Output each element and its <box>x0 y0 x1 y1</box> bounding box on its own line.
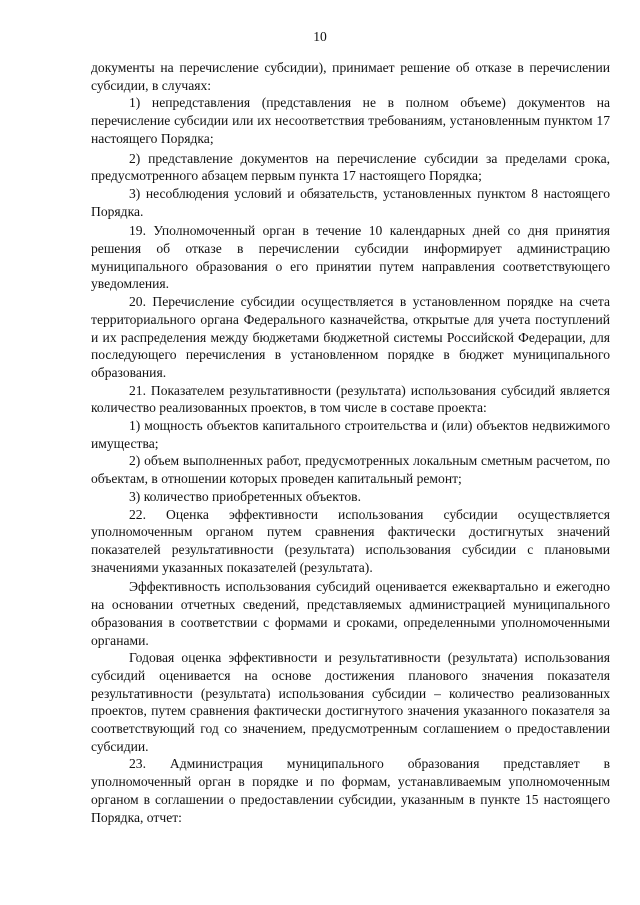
paragraph-item-3: 3) несоблюдения условий и обязательств, установленных пунктом 8 настоящего Порядка. <box>91 185 610 219</box>
paragraph-item-2: 2) представление документов на перечисление субсидии за пределами срока, предусмотренного абзацем первым пункта 17 настоящего Порядка; <box>91 150 610 184</box>
paragraph-clause-19: 19. Уполномоченный орган в течение 10 календарных дней со дня принятия решения об отказе в перечислении субсидии информирует администрацию муниципального образования о его принятии путем направления соответствующего уведомления. <box>91 223 610 292</box>
paragraph-clause-21: 21. Показателем результативности (результата) использования субсидий является количество реализованных проектов, в том числе в составе проекта: <box>91 382 610 416</box>
paragraph-efficiency: Эффективность использования субсидий оценивается ежеквартально и ежегодно на основании отчетных сведений, представляемых администрацией муниципального образования в соответствии с формами и сроками, определенными уполномоченными органами. <box>91 579 610 648</box>
paragraph-clause-20: 20. Перечисление субсидии осуществляется в установленном порядке на счета территориального органа Федерального казначейства, открытые для учета поступлений и их распределения между бюджетами бюджетной системы Российской Федерации, для последующего перечисления в установленном порядке в бюджет муниципального образования. <box>91 294 610 380</box>
paragraph-continuation: документы на перечисление субсидии), принимает решение об отказе в перечислении субсидии, в случаях: <box>91 60 610 93</box>
paragraph-clause-21-item-2: 2) объем выполненных работ, предусмотренных локальным сметным расчетом, по объектам, в отношении которых проведен капитальный ремонт; <box>91 453 610 487</box>
paragraph-item-1: 1) непредставления (представления не в полном объеме) документов на перечисление субсидии или их несоответствия требованиям, установленным пунктом 17 настоящего Порядка; <box>91 95 610 146</box>
paragraph-clause-22: 22. Оценка эффективности использования субсидии осуществляется уполномоченным органом путем сравнения фактически достигнутых значений показателей результативности (результата) использования субсидии с плановыми значениями указанных показателей (результата). <box>91 506 610 575</box>
page-number: 10 <box>313 29 327 44</box>
paragraph-annual-assessment: Годовая оценка эффективности и результативности (результата) использования субсидий оценивается на основе достижения планового значения показателя результативности (результата) использования субсидии – количество реализованных проектов, путем сравнения фактически достигнутого значения указанного показателя за соответствующий год со значением, предусмотренным соглашением о предоставлении субсидии. <box>91 650 610 754</box>
document-body <box>91 59 610 826</box>
paragraph-clause-21-item-3: 3) количество приобретенных объектов. <box>129 488 361 504</box>
paragraph-clause-23: 23. Администрация муниципального образования представляет в уполномоченный орган в порядке и по формам, устанавливаемым уполномоченным органом в соглашении о предоставлении субсидии, указанным в пункте 15 настоящего Порядка, отчет: <box>91 756 610 825</box>
paragraph-clause-21-item-1: 1) мощность объектов капитального строительства и (или) объектов недвижимого имущества; <box>91 418 610 451</box>
